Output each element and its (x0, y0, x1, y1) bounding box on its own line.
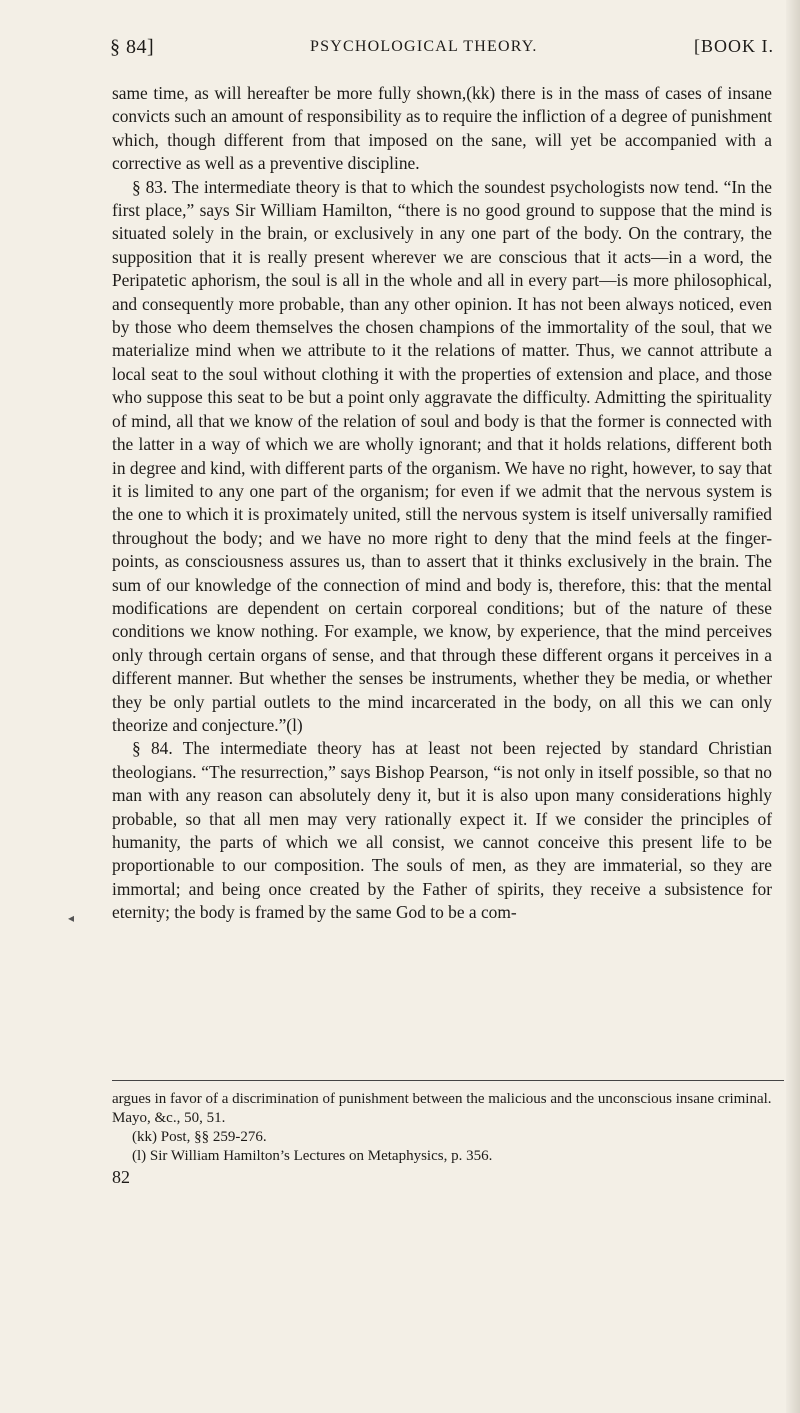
footnote-continuation: argues in favor of a discrimination of punishment between the malicious and the unconscious insane criminal. Mayo, &c., 50, 51. (112, 1091, 772, 1126)
footnote-rule (112, 1080, 784, 1081)
footnote-kk: (kk) Post, §§ 259-276. (132, 1129, 267, 1145)
header-book-ref: [BOOK I. (694, 36, 774, 56)
footnotes (112, 1090, 784, 1187)
paragraph-continuation: same time, as will hereafter be more fully shown,(kk) there is in the mass of cases of insane convicts such an amount of responsibility as to require the infliction of a degree of punishment which, though different from that imposed on the sane, will yet be accompanied with a corrective as well as a preventive discipline. (112, 83, 772, 174)
header-section-ref: § 84] (110, 36, 155, 58)
paragraph-section-83: § 83. The intermediate theory is that to which the soundest psychologists now tend. “In the first place,” says Sir William Hamilton, “there is no good ground to suppose that the mind is situated solely in the brain, or exclusively in any one part of the body. On the contrary, the supposition that it is really present wherever we are conscious that it acts—in a word, the Peripatetic aphorism, the soul is all in the whole and all in every part—is more philosophical, and consequently more probable, than any other opinion. It has not been always noticed, even by those who deem themselves the chosen champions of the immortality of the soul, that we materialize mind when we attribute to it the relations of matter. Thus, we cannot attribute a local seat to the soul without clothing it with the properties of extension and place, and those who suppose this seat to be but a point only aggravate the difficulty. Admitting the spirituality of mind, all that we know of the relation of soul and body is that the former is connected with the latter in a way of which we are wholly ignorant; and that it holds relations, different both in degree and kind, with different parts of the organism. We have no right, however, to say that it is limited to any one part of the organism; for even if we admit that the nervous system is the one to which it is proximately united, still the nervous system is itself universally ramified throughout the body; and we have no more right to deny that the mind feels at the finger-points, as consciousness assures us, than to assert that it thinks exclusively in the brain. The sum of our knowledge of the connection of mind and body is, therefore, this: that the mental modifications are dependent on certain corporeal conditions; but of the nature of these conditions we know nothing. For example, we know, by experience, that the mind perceives only through certain organs of sense, and that through these different organs it perceives in a different manner. But whether the senses be instruments, whether they be media, or whether they be only partial outlets to the mind incarcerated in the body, on all this we can only theorize and conjecture.”(l) (112, 176, 772, 735)
header-title: PSYCHOLOGICAL THEORY. (310, 38, 538, 55)
paragraph-section-84: § 84. The intermediate theory has at least not been rejected by standard Christian theologians. “The resurrection,” says Bishop Pearson, “is not only in itself possible, so that no man with any reason can absolutely deny it, but it is also upon many considerations highly probable, so that all men may very rationally expect it. If we consider the principles of humanity, the parts of which we all consist, we cannot conceive this present life to be proportionable to our composition. The souls of men, as they are immaterial, so they are immortal; and being once created by the Father of spirits, they receive a subsistence for eternity; the body is framed by the same God to be a com- (112, 738, 772, 923)
footnote-l: (l) Sir William Hamilton’s Lectures on Metaphysics, p. 356. (132, 1148, 493, 1164)
main-text (112, 82, 772, 925)
running-header (110, 36, 782, 64)
page-number: 82 (112, 1167, 130, 1187)
page-edge-shadow (786, 0, 800, 1413)
margin-mark: ◂ (68, 911, 75, 925)
